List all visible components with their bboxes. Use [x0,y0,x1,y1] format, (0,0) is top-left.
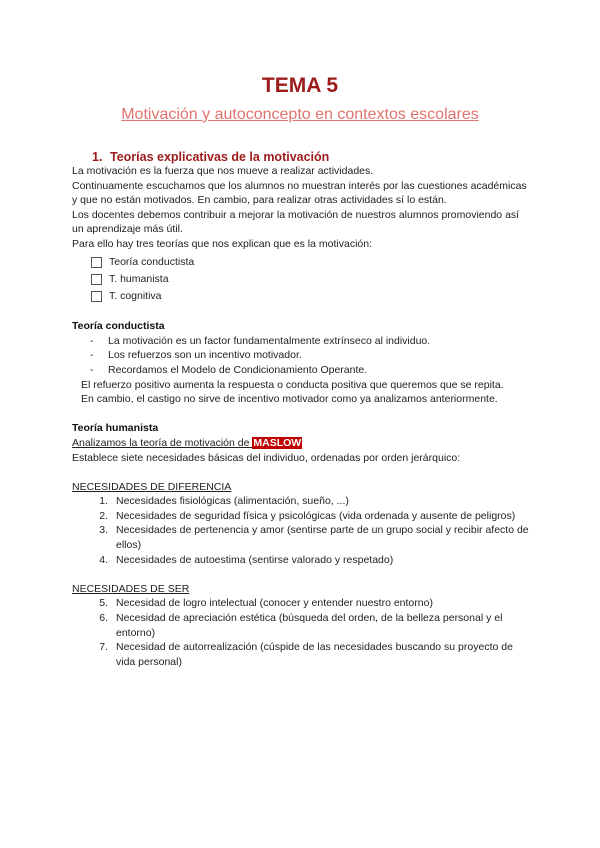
spacer [72,465,532,480]
bullet-text: La motivación es un factor fundamentalmente extrínseco al individuo. [108,334,431,347]
group-title-diferencia: NECESIDADES DE DIFERENCIA [72,480,232,493]
conductista-heading: Teoría conductista [72,320,165,333]
intro-paragraph-2: Continuamente escuchamos que los alumnos no muestran interés por las cuestiones académicas y que no están motivados. En cambio, para realizar otras actividades sí lo están. [72,179,527,207]
bullet-item [90,363,532,378]
dash-bullet-icon: - [90,349,94,362]
list-text: Necesidades fisiológicas (alimentación, sueño, ...) [116,495,349,508]
checklist-label: Teoría conductista [109,255,195,268]
humanista-description: Establece siete necesidades básicas del individuo, ordenadas por orden jerárquico: [72,451,461,464]
list-text: Necesidad de autorrealización (cúspide de las necesidades buscando su proyecto de vida personal) [116,641,513,668]
bullet-text: Los refuerzos son un incentivo motivador. [108,349,302,362]
list-text: Necesidades de seguridad física y psicológicas (vida ordenada y ausente de peligros) [116,509,516,522]
section-number: 1. [92,150,103,164]
section-title: Teorías explicativas de la motivación [110,150,330,164]
list-item [90,596,532,611]
note-punishment: En cambio, el castigo no sirve de incentivo motivador como ya analizamos anteriormente. [81,393,498,406]
checklist-item[interactable] [91,271,532,288]
checklist-label: T. cognitiva [109,289,162,302]
checklist-label: T. humanista [109,272,169,285]
group-title-ser: NECESIDADES DE SER [72,582,190,595]
list-item [90,611,532,640]
page-title: TEMA 5 [261,74,339,97]
list-number: 5. [99,597,108,610]
intro-paragraph-3: Los docentes debemos contribuir a mejorar la motivación de nuestros alumnos promoviendo así un aprendizaje más útil. [72,208,520,236]
list-item [90,509,532,524]
checklist-item[interactable] [91,254,532,271]
checkbox-icon[interactable] [91,291,102,302]
intro-paragraph-4: Para ello hay tres teorías que nos explican que es la motivación: [72,237,373,250]
theory-checklist [91,254,532,305]
list-text: Necesidades de autoestima (sentirse valorado y respetado) [116,553,394,566]
page-subtitle: Motivación y autoconcepto en contextos escolares [121,106,479,123]
maslow-line [72,436,532,451]
list-number: 2. [99,509,108,522]
list-item [90,640,532,669]
list-item [90,523,532,552]
list-number: 1. [99,495,108,508]
spacer [72,305,532,320]
intro-paragraph-1: La motivación es la fuerza que nos mueve a realizar actividades. [72,165,374,177]
document-body [72,164,532,669]
checkbox-icon[interactable] [91,274,102,285]
maslow-prefix: Analizamos la teoría de motivación de [72,436,253,449]
dash-bullet-icon: - [90,363,94,376]
spacer [72,407,532,422]
section-heading [92,149,329,165]
spacer [72,567,532,582]
checklist-item[interactable] [91,288,532,305]
bullet-text: Recordamos el Modelo de Condicionamiento Operante. [108,363,368,376]
bullet-item [90,334,532,349]
note-positive-reinforcement: El refuerzo positivo aumenta la respuesta o conducta positiva que queremos que se repita. [81,378,504,391]
list-text: Necesidad de logro intelectual (conocer y entender nuestro entorno) [116,597,433,610]
list-item [90,553,532,568]
list-number: 4. [99,553,108,566]
bullet-item [90,348,532,363]
list-number: 6. [99,612,108,625]
humanista-heading: Teoría humanista [72,422,159,435]
list-text: Necesidad de apreciación estética (búsqueda del orden, de la belleza personal y el entorno) [116,612,503,639]
dash-bullet-icon: - [90,334,94,347]
list-item [90,494,532,509]
list-number: 3. [99,524,108,537]
maslow-highlight: MASLOW [253,436,302,449]
checkbox-icon[interactable] [91,257,102,268]
list-number: 7. [99,641,108,654]
list-text: Necesidades de pertenencia y amor (sentirse parte de un grupo social y recibir afecto de ellos) [116,524,529,552]
